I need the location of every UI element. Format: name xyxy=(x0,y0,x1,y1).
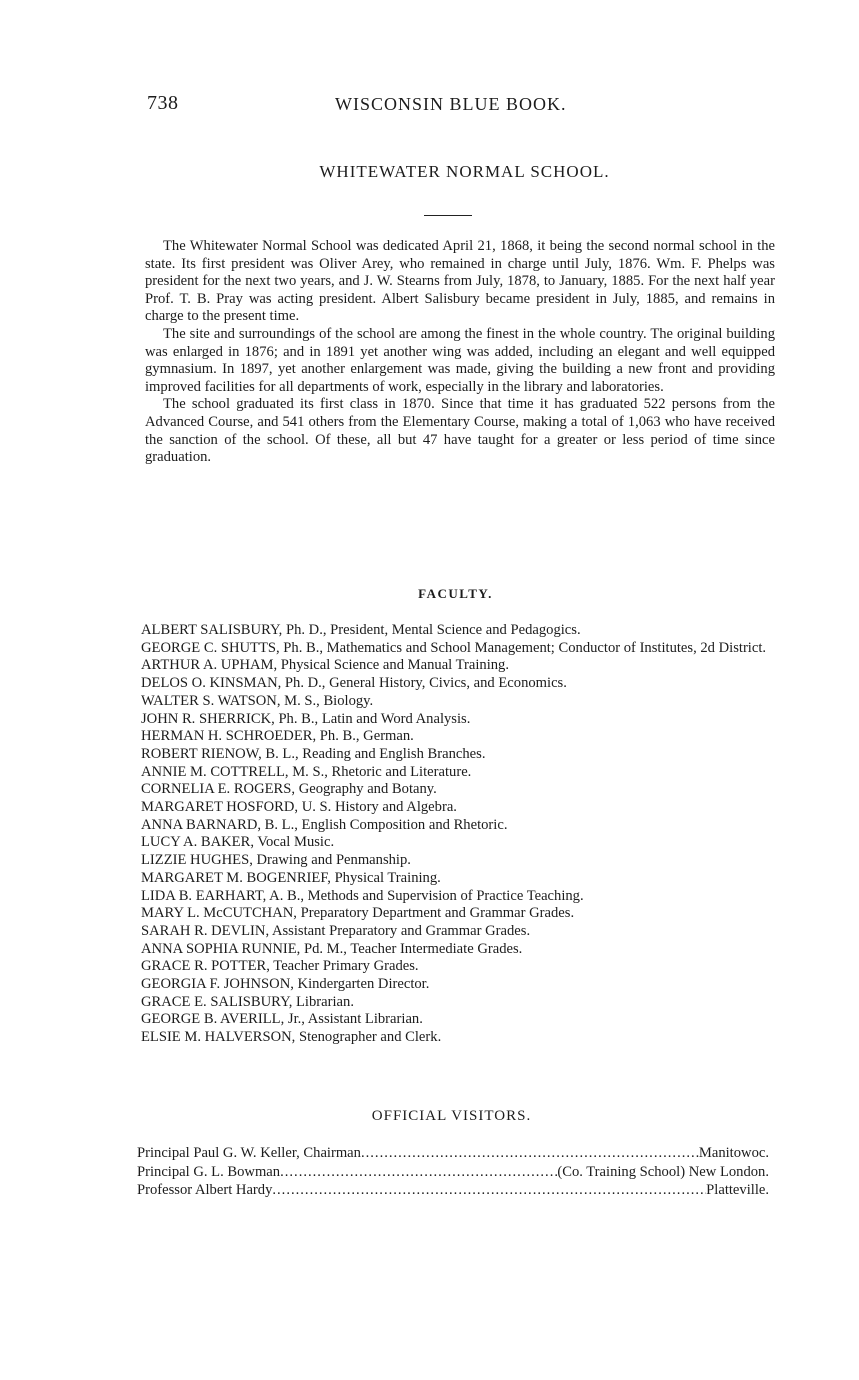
faculty-entry: MARGARET M. BOGENRIEF, Physical Training. xyxy=(141,869,441,886)
faculty-entry: GEORGE B. AVERILL, Jr., Assistant Librarian. xyxy=(141,1011,423,1028)
dot-leader xyxy=(361,1144,699,1163)
visitor-name: Principal G. L. Bowman xyxy=(137,1163,281,1180)
running-title: WISCONSIN BLUE BOOK. xyxy=(335,94,567,114)
faculty-entry: LIZZIE HUGHES, Drawing and Penmanship. xyxy=(141,852,411,869)
faculty-entry: LUCY A. BAKER, Vocal Music. xyxy=(141,834,335,851)
faculty-entry: GRACE E. SALISBURY, Librarian. xyxy=(141,993,354,1010)
visitor-place: Platteville. xyxy=(706,1182,769,1198)
faculty-entry: SARAH R. DEVLIN, Assistant Preparatory and Grammar Grades. xyxy=(141,922,531,939)
dot-leader xyxy=(272,1181,706,1200)
faculty-heading: FACULTY. xyxy=(418,586,493,601)
faculty-entry: ANNA BARNARD, B. L., English Composition and Rhetoric. xyxy=(141,816,508,833)
faculty-entry: MARY L. McCUTCHAN, Preparatory Department and Grammar Grades. xyxy=(141,905,575,922)
page-header xyxy=(147,92,787,122)
faculty-entry: ELSIE M. HALVERSON, Stenographer and Clerk. xyxy=(141,1029,442,1046)
visitor-name: Professor Albert Hardy xyxy=(137,1182,273,1198)
faculty-entry: LIDA B. EARHART, A. B., Methods and Supervision of Practice Teaching. xyxy=(141,887,584,904)
faculty-entry: ANNA SOPHIA RUNNIE, Pd. M., Teacher Intermediate Grades. xyxy=(141,940,523,957)
faculty-entry: MARGARET HOSFORD, U. S. History and Algebra. xyxy=(141,799,457,816)
faculty-entry: ALBERT SALISBURY, Ph. D., President, Mental Science and Pedagogics. xyxy=(141,622,581,638)
visitor-row xyxy=(137,1144,769,1163)
paragraph: The Whitewater Normal School was dedicated April 21, 1868, it being the second normal school in the state. Its first president was Oliver Arey, who remained in charge until July, 1876. Wm. F. Phelps was president for the next two years, and J. W. Stearns from July, 1878, to January, 1885. For the next half year Prof. T. B. Pray was acting president. Albert Salisbury became president in July, 1885, and remains in charge to the present time. xyxy=(145,238,775,325)
visitor-note: (Co. Training School) xyxy=(557,1163,686,1180)
visitor-place: Manitowoc. xyxy=(698,1145,769,1161)
title-divider xyxy=(424,215,472,216)
visitor-row xyxy=(137,1181,769,1200)
faculty-entry: ROBERT RIENOW, B. L., Reading and English Branches. xyxy=(141,745,486,762)
history-text xyxy=(145,238,775,467)
faculty-entry: HERMAN H. SCHROEDER, Ph. B., German. xyxy=(141,728,414,745)
visitor-row xyxy=(137,1163,769,1182)
dot-leader xyxy=(280,1163,557,1182)
faculty-entry: WALTER S. WATSON, M. S., Biology. xyxy=(141,692,374,709)
visitor-place: New London. xyxy=(688,1163,769,1180)
faculty-entry: ARTHUR A. UPHAM, Physical Science and Manual Training. xyxy=(141,657,510,674)
page-number: 738 xyxy=(147,92,179,114)
faculty-entry: GRACE R. POTTER, Teacher Primary Grades. xyxy=(141,958,419,975)
faculty-entry: DELOS O. KINSMAN, Ph. D., General History, Civics, and Economics. xyxy=(141,675,567,692)
faculty-entry: GEORGIA F. JOHNSON, Kindergarten Director. xyxy=(141,976,430,993)
paragraph: The site and surroundings of the school are among the finest in the whole country. The original building was enlarged in 1876; and in 1891 yet another wing was added, including an elegant and well equipped gymnasium. In 1897, yet another enlargement was made, giving the building a new front and providing improved facilities for all departments of work, especially in the library and laboratories. xyxy=(145,325,775,395)
faculty-list xyxy=(141,622,781,1047)
paragraph: The school graduated its first class in 1870. Since that time it has graduated 522 persons from the Advanced Course, and 541 others from the Elementary Course, making a total of 1,063 who have received the sanction of the school. Of these, all but 47 have taught for a greater or less period of time since graduation. xyxy=(145,396,775,466)
faculty-entry: ANNIE M. COTTRELL, M. S., Rhetoric and Literature. xyxy=(141,763,472,780)
visitor-name: Principal Paul G. W. Keller, Chairman xyxy=(137,1145,361,1161)
faculty-entry: CORNELIA E. ROGERS, Geography and Botany. xyxy=(141,781,437,798)
section-title: WHITEWATER NORMAL SCHOOL. xyxy=(319,162,610,181)
faculty-entry: GEORGE C. SHUTTS, Ph. B., Mathematics and School Management; Conductor of Institutes, 2d District. xyxy=(141,639,767,656)
faculty-entry: JOHN R. SHERRICK, Ph. B., Latin and Word Analysis. xyxy=(141,710,471,727)
visitors-list xyxy=(137,1144,769,1200)
visitors-heading: OFFICIAL VISITORS. xyxy=(371,1108,532,1124)
